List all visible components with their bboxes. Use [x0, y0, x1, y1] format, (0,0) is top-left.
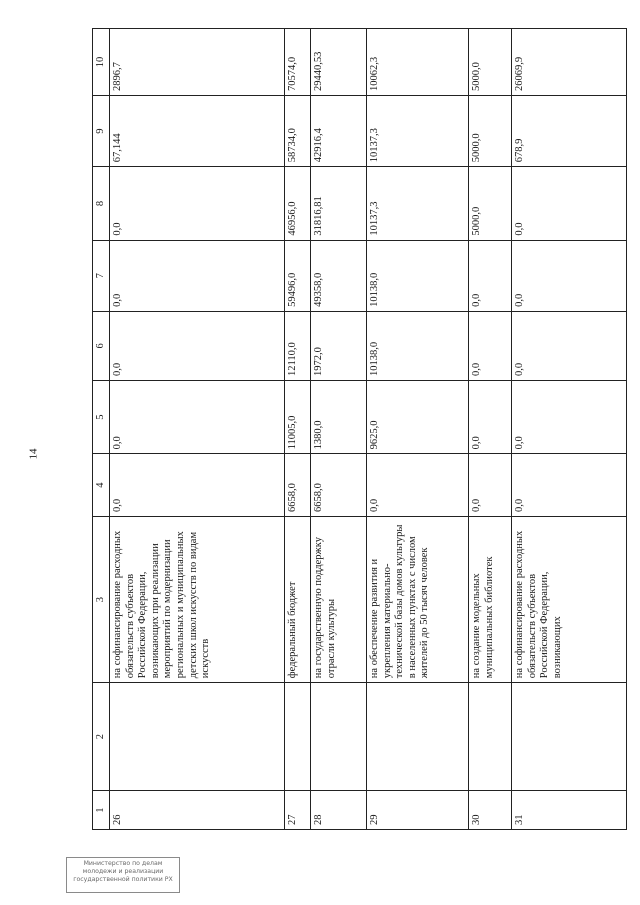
value-cell: 70574,0 — [285, 29, 311, 96]
value-cell: 10138,0 — [367, 311, 469, 380]
stamp-line: Министерство по делам — [83, 860, 163, 867]
row-number: 28 — [311, 791, 367, 830]
col-header: 7 — [93, 240, 110, 311]
table-row — [285, 29, 311, 830]
value-cell: 0,0 — [110, 454, 285, 517]
col-header: 2 — [93, 683, 110, 791]
col-header: 8 — [93, 167, 110, 240]
value-cell: 0,0 — [110, 240, 285, 311]
value-cell: 5000,0 — [469, 96, 512, 167]
value-cell: 31816,81 — [311, 167, 367, 240]
col-header: 3 — [93, 516, 110, 682]
value-cell: 6658,0 — [285, 454, 311, 517]
value-cell: 0,0 — [110, 311, 285, 380]
stamp-line: государственной политики РХ — [73, 875, 173, 883]
value-cell: 10138,0 — [367, 240, 469, 311]
value-cell: 9625,0 — [367, 380, 469, 453]
cell — [110, 683, 285, 791]
value-cell: 10137,3 — [367, 96, 469, 167]
row-number: 31 — [512, 791, 627, 830]
value-cell: 0,0 — [469, 454, 512, 517]
value-cell: 2896,7 — [110, 29, 285, 96]
value-cell: 67,144 — [110, 96, 285, 167]
table-wrapper — [92, 28, 627, 830]
row-number: 29 — [367, 791, 469, 830]
row-number: 26 — [110, 791, 285, 830]
budget-table — [92, 28, 627, 830]
rotated-table-canvas — [92, 28, 627, 830]
value-cell: 678,9 — [512, 96, 627, 167]
table-row — [469, 29, 512, 830]
table-row — [512, 29, 627, 830]
value-cell: 12110,0 — [285, 311, 311, 380]
approval-stamp — [66, 857, 180, 893]
value-cell: 0,0 — [512, 240, 627, 311]
value-cell: 11005,0 — [285, 380, 311, 453]
cell — [469, 683, 512, 791]
value-cell: 49358,0 — [311, 240, 367, 311]
page-number: 14 — [27, 448, 40, 460]
value-cell: 10062,3 — [367, 29, 469, 96]
row-description: на обеспечение развития и укрепления материально-технической базы домов культуры в населенных пунктах с числом жителей до 50 тысяч человек — [367, 516, 469, 682]
value-cell: 0,0 — [110, 380, 285, 453]
table-row — [367, 29, 469, 830]
value-cell: 0,0 — [512, 311, 627, 380]
value-cell: 42916,4 — [311, 96, 367, 167]
value-cell: 1972,0 — [311, 311, 367, 380]
value-cell: 0,0 — [110, 167, 285, 240]
value-cell: 0,0 — [512, 167, 627, 240]
value-cell: 10137,3 — [367, 167, 469, 240]
table-row — [311, 29, 367, 830]
value-cell: 0,0 — [469, 380, 512, 453]
row-description: на создание модельных муниципальных библиотек — [469, 516, 512, 682]
value-cell: 0,0 — [469, 240, 512, 311]
value-cell: 5000,0 — [469, 29, 512, 96]
row-number: 27 — [285, 791, 311, 830]
row-number: 30 — [469, 791, 512, 830]
value-cell: 0,0 — [469, 311, 512, 380]
col-header: 1 — [93, 791, 110, 830]
column-header-row — [93, 29, 110, 830]
cell — [311, 683, 367, 791]
value-cell: 46956,0 — [285, 167, 311, 240]
row-description: на софинансирование расходных обязательств субъектов Российской Федерации, возникающих — [512, 516, 627, 682]
value-cell: 0,0 — [512, 454, 627, 517]
stamp-line: молодежи и реализации — [82, 867, 164, 875]
col-header: 5 — [93, 380, 110, 453]
value-cell: 0,0 — [512, 380, 627, 453]
col-header: 4 — [93, 454, 110, 517]
cell — [512, 683, 627, 791]
value-cell: 58734,0 — [285, 96, 311, 167]
cell — [285, 683, 311, 791]
row-description: на государственную поддержку отрасли культуры — [311, 516, 367, 682]
value-cell: 59496,0 — [285, 240, 311, 311]
cell — [367, 683, 469, 791]
row-description: федеральный бюджет — [285, 516, 311, 682]
value-cell: 6658,0 — [311, 454, 367, 517]
value-cell: 29440,53 — [311, 29, 367, 96]
row-description: на софинансирование расходных обязательств субъектов Российской Федерации, возникающих при реализации мероприятий по модернизации региональных и муниципальных детских школ искусств по видам искусств — [110, 516, 285, 682]
col-header: 10 — [93, 29, 110, 96]
value-cell: 0,0 — [367, 454, 469, 517]
col-header: 9 — [93, 96, 110, 167]
col-header: 6 — [93, 311, 110, 380]
table-row — [110, 29, 285, 830]
value-cell: 5000,0 — [469, 167, 512, 240]
value-cell: 26069,9 — [512, 29, 627, 96]
value-cell: 1380,0 — [311, 380, 367, 453]
